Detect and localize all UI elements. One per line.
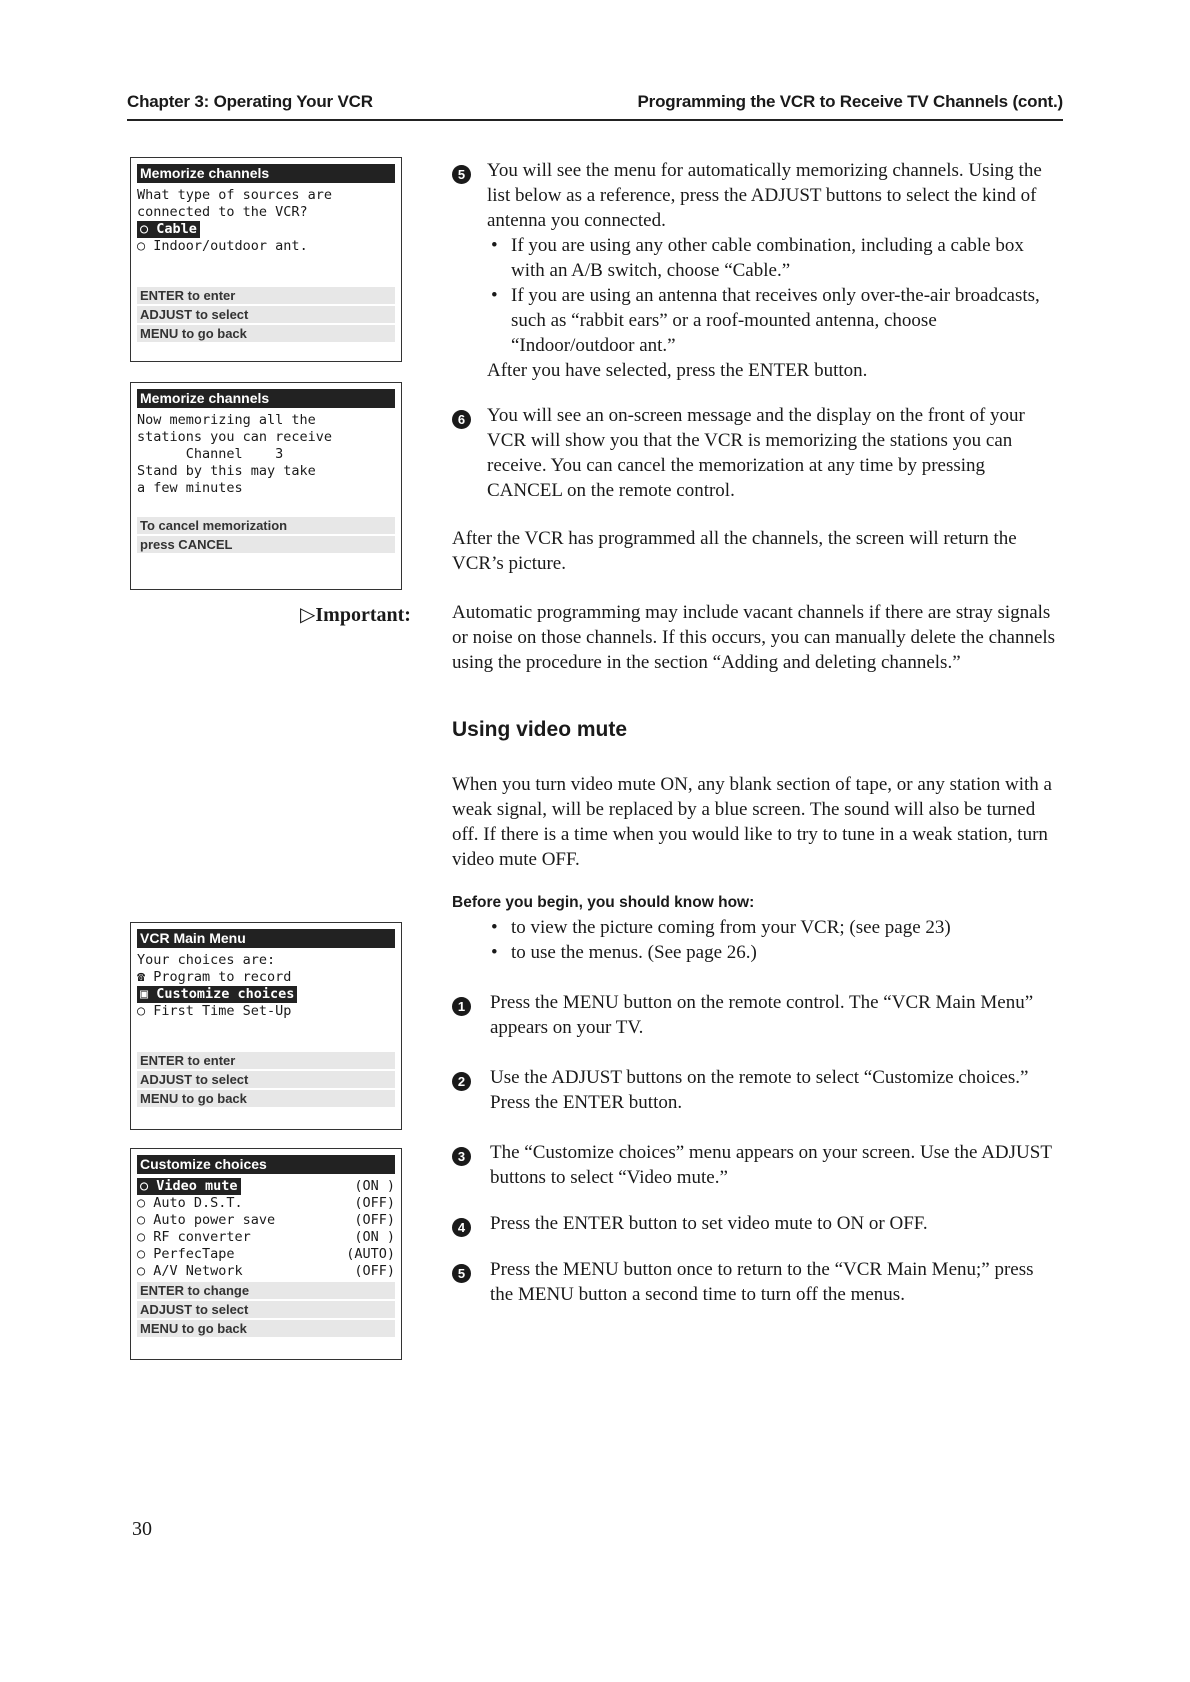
after-programming-text: After the VCR has programmed all the channels, the screen will return the VCR’s picture. — [452, 528, 1017, 574]
page-number: 30 — [132, 1518, 152, 1540]
osd-hint: To cancel memorization — [137, 517, 395, 534]
section-title: Using video mute — [452, 718, 628, 741]
important-text: Automatic programming may include vacant channels if there are stray signals or noise on those channels. If this occurs, you can manually delete the channels using the procedure in the section “Adding and deleting channels.” — [452, 602, 1056, 673]
osd-line: stations you can receive — [137, 429, 333, 445]
osd-hint: ADJUST to select — [137, 306, 395, 323]
osd-line: a few minutes — [137, 480, 243, 496]
chapter-header: Chapter 3: Operating Your VCR — [127, 92, 373, 111]
osd-hint: MENU to go back — [137, 325, 395, 342]
osd-line: Now memorizing all the — [137, 412, 316, 428]
prerequisites-heading: Before you begin, you should know how: — [452, 894, 755, 911]
step-number: 6 — [452, 410, 471, 429]
osd-vcr-main-menu — [130, 922, 402, 1130]
step-number: 5 — [452, 1264, 471, 1283]
osd-line: What type of sources are — [137, 187, 333, 203]
osd-line: Channel 3 — [137, 446, 284, 462]
step-text: Press the MENU button on the remote control. The “VCR Main Menu” appears on your TV. — [490, 992, 1034, 1038]
osd-option: ○ Indoor/outdoor ant. — [137, 238, 308, 254]
prerequisite-item: • to use the menus. (See page 26.) — [487, 940, 1057, 965]
bullet-cable: • If you are using any other cable combination, including a cable box with an A/B switch, choose “Cable.” — [487, 233, 1057, 283]
step-number: 3 — [452, 1147, 471, 1166]
step-text: Use the ADJUST buttons on the remote to select “Customize choices.” Press the ENTER button. — [490, 1067, 1029, 1113]
osd-selected-option: ○ Cable — [137, 221, 200, 238]
step-text: Press the ENTER button to set video mute to ON or OFF. — [490, 1213, 928, 1234]
osd-line: Stand by this may take — [137, 463, 316, 479]
step-number: 1 — [452, 997, 471, 1016]
osd-memorizing-progress — [130, 382, 402, 590]
osd-hint: ENTER to enter — [137, 287, 395, 304]
step-6-text: You will see an on-screen message and the display on the front of your VCR will show you that the VCR is memorizing the stations you can receive. You can cancel the memorization at any time by pressing CANCEL on the remote control. — [487, 405, 1025, 501]
osd-option-value: (ON ) — [354, 1178, 395, 1194]
osd-option: ☎ Program to record — [137, 969, 292, 985]
section-intro: When you turn video mute ON, any blank section of tape, or any station with a weak signal, will be replaced by a blue screen. The sound will also be turned off. If there is a time when you would like to try to tune in a weak station, turn video mute OFF. — [452, 774, 1052, 870]
step-text: Press the MENU button once to return to the “VCR Main Menu;” press the MENU button a second time to turn off the menus. — [490, 1259, 1034, 1305]
osd-option: ○ First Time Set-Up — [137, 1003, 292, 1019]
osd-title: Memorize channels — [137, 389, 395, 408]
osd-title: Customize choices — [137, 1155, 395, 1174]
osd-line: connected to the VCR? — [137, 204, 308, 220]
osd-option: ○ PerfecTape (AUTO) — [137, 1246, 395, 1262]
step-number: 2 — [452, 1072, 471, 1091]
prerequisite-item: • to view the picture coming from your VCR; (see page 23) — [487, 915, 1057, 940]
important-label: ▷Important: — [300, 604, 411, 626]
step-5-text: You will see the menu for automatically memorizing channels. Using the list below as a reference, press the ADJUST buttons to select the kind of antenna you connected. • If you are using any other cable combination, including a cable box with an A/B switch, choose “Cable.” • If you are using an antenna that receives only over-the-air broadcasts, such as “rabbit ears” or a roof-mounted antenna, choose “Indoor/outdoor ant.” After you have selected, press the ENTER button. — [487, 158, 1057, 383]
osd-option: ○ RF converter (ON ) — [137, 1229, 395, 1245]
osd-selected-option: ○ Video mute — [137, 1178, 241, 1195]
osd-memorize-source — [130, 157, 402, 362]
osd-option: ○ Auto D.S.T. (OFF) — [137, 1195, 395, 1211]
osd-hint: MENU to go back — [137, 1090, 395, 1107]
osd-option: ○ A/V Network (OFF) — [137, 1263, 395, 1279]
section-header: Programming the VCR to Receive TV Channels (cont.) — [637, 92, 1063, 111]
osd-hint: MENU to go back — [137, 1320, 395, 1337]
osd-title: Memorize channels — [137, 164, 395, 183]
osd-option: ○ Auto power save (OFF) — [137, 1212, 395, 1228]
osd-hint: ADJUST to select — [137, 1301, 395, 1318]
prerequisites-list — [487, 915, 1057, 965]
step-text: The “Customize choices” menu appears on your screen. Use the ADJUST buttons to select “Video mute.” — [490, 1142, 1052, 1188]
osd-hint: ENTER to enter — [137, 1052, 395, 1069]
step-5-after: After you have selected, press the ENTER button. — [487, 360, 868, 381]
osd-hint: press CANCEL — [137, 536, 395, 553]
bullet-antenna: • If you are using an antenna that receives only over-the-air broadcasts, such as “rabbit ears” or a roof-mounted antenna, choose “Indoor/outdoor ant.” — [487, 283, 1057, 358]
osd-hint: ENTER to change — [137, 1282, 395, 1299]
osd-selected-option: ▣ Customize choices — [137, 986, 297, 1003]
osd-line: Your choices are: — [137, 952, 276, 968]
osd-customize-choices — [130, 1148, 402, 1360]
osd-hint: ADJUST to select — [137, 1071, 395, 1088]
step-number: 5 — [452, 165, 471, 184]
header-rule — [127, 119, 1063, 121]
osd-title: VCR Main Menu — [137, 929, 395, 948]
step-number: 4 — [452, 1218, 471, 1237]
